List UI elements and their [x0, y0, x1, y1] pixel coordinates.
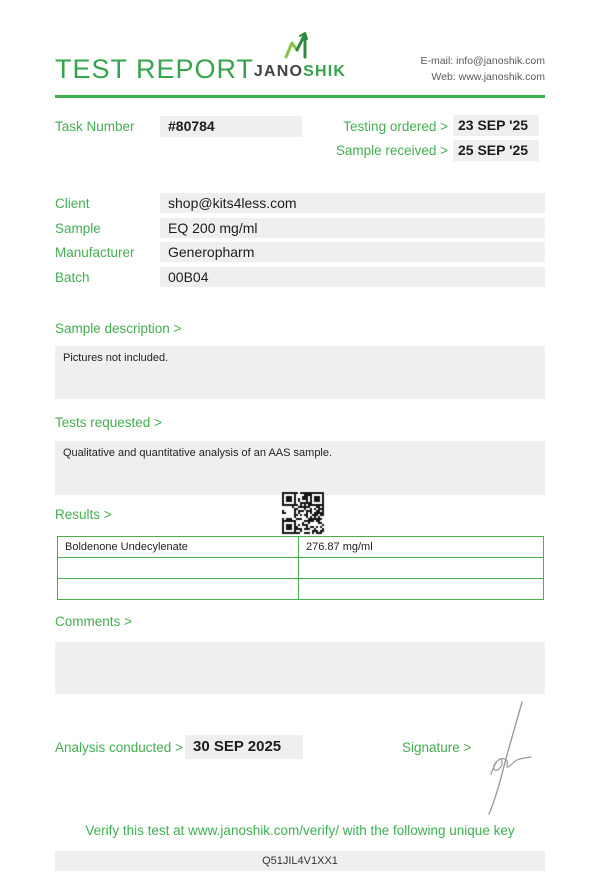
results-heading: Results >	[55, 507, 112, 522]
result-substance: Boldenone Undecylenate	[58, 537, 299, 558]
sample-received-label: Sample received >	[335, 143, 448, 158]
sample-description-heading: Sample description >	[55, 321, 182, 336]
table-row	[58, 579, 544, 600]
header-divider	[55, 95, 545, 98]
results-table	[57, 536, 544, 600]
task-number-label: Task Number	[55, 119, 135, 134]
report-title: TEST REPORT	[55, 54, 255, 84]
result-substance	[58, 558, 299, 579]
verify-instruction: Verify this test at www.janoshik.com/verify/ with the following unique key	[85, 823, 515, 838]
batch-label: Batch	[55, 270, 90, 285]
table-row	[58, 558, 544, 579]
brand-name-dark: JANO	[253, 63, 304, 80]
contact-email: E-mail: info@janoshik.com	[420, 55, 545, 67]
signature-label: Signature >	[402, 740, 472, 755]
result-value: 276.87 mg/ml	[299, 537, 544, 558]
qr-code	[281, 491, 325, 535]
sample-description-box: Pictures not included.	[55, 346, 545, 399]
testing-ordered-label: Testing ordered >	[343, 119, 448, 134]
result-substance	[58, 579, 299, 600]
analysis-date-value: 30 SEP 2025	[185, 735, 303, 759]
comments-box	[55, 642, 545, 694]
client-value: shop@kits4less.com	[160, 193, 545, 213]
table-row	[58, 537, 544, 558]
contact-block	[421, 53, 545, 86]
client-label: Client	[55, 196, 90, 211]
analysis-conducted-label: Analysis conducted >	[55, 740, 183, 755]
contact-web: Web: www.janoshik.com	[431, 71, 545, 84]
signature-scribble	[478, 698, 533, 818]
testing-ordered-value: 23 SEP '25	[453, 115, 539, 136]
tests-requested-heading: Tests requested >	[55, 415, 162, 430]
brand-logo	[252, 30, 348, 81]
sample-label: Sample	[55, 221, 101, 236]
brand-name-green: SHIK	[303, 63, 347, 80]
unique-key-value: Q51JIL4V1XX1	[55, 851, 545, 871]
comments-heading: Comments >	[55, 614, 132, 629]
batch-value: 00B04	[160, 267, 545, 287]
task-number-value: #80784	[160, 116, 302, 137]
tests-requested-box: Qualitative and quantitative analysis of an AAS sample.	[55, 441, 545, 495]
sample-value: EQ 200 mg/ml	[160, 218, 545, 238]
result-value	[299, 558, 544, 579]
sample-received-value: 25 SEP '25	[453, 140, 539, 161]
brand-name	[252, 63, 348, 81]
manufacturer-value: Generopharm	[160, 242, 545, 262]
manufacturer-label: Manufacturer	[55, 245, 135, 260]
result-value	[299, 579, 544, 600]
chart-growth-icon	[281, 30, 319, 62]
